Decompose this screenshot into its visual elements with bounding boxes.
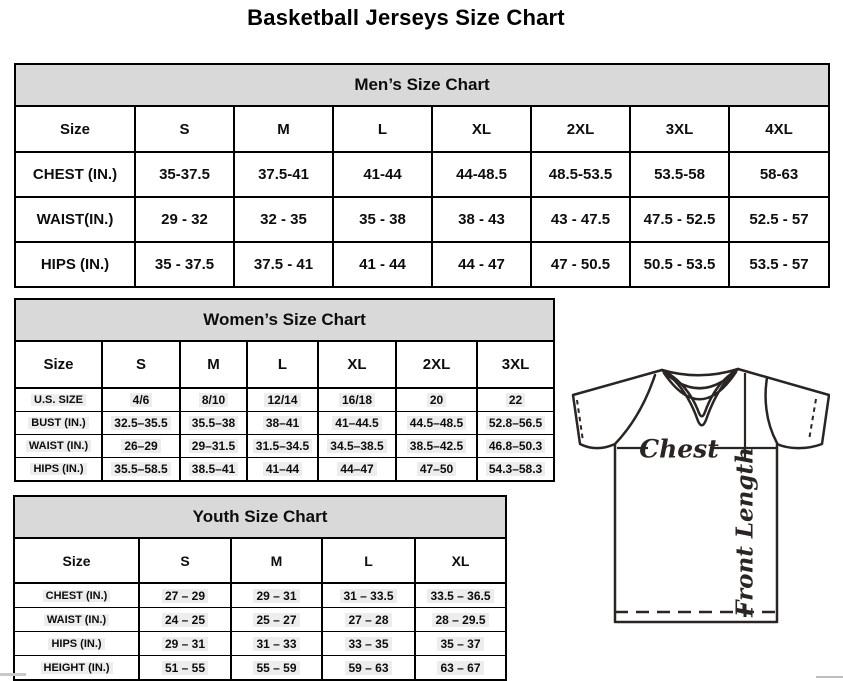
mens-column-header: 3XL: [630, 106, 729, 152]
youth-row-label: [14, 608, 139, 632]
youth-value-text: 33.5 – 36.5: [427, 589, 493, 603]
mens-column-header: 4XL: [729, 106, 829, 152]
mens-column-header: 2XL: [531, 106, 630, 152]
womens-column-header: 3XL: [477, 341, 554, 388]
mens-value-cell: [234, 197, 333, 242]
mens-value-cell: [135, 197, 234, 242]
mens-row-label-text: HIPS (IN.): [40, 256, 110, 273]
mens-value-cell: [234, 242, 333, 287]
youth-chart-title: Youth Size Chart: [14, 496, 506, 538]
youth-value-text: 63 – 67: [437, 661, 483, 675]
youth-value-cell: [415, 583, 506, 608]
womens-value-cell: [396, 388, 477, 412]
youth-value-text: 55 – 59: [253, 661, 299, 675]
youth-row-label: [14, 583, 139, 608]
youth-value-cell: [231, 583, 322, 608]
youth-column-header: XL: [415, 538, 506, 583]
mens-data-row: [15, 152, 829, 197]
mens-value-text: 44 - 47: [458, 256, 505, 273]
womens-value-cell: [477, 435, 554, 458]
womens-value-cell: [180, 412, 247, 435]
youth-row-label-text: HIPS (IN.): [48, 638, 104, 650]
mens-row-label-text: CHEST (IN.): [32, 166, 118, 183]
mens-value-text: 41-44: [363, 166, 402, 183]
mens-value-cell: [135, 242, 234, 287]
youth-size-chart-section: [13, 495, 505, 681]
youth-column-header: M: [231, 538, 322, 583]
mens-column-header: Size: [15, 106, 135, 152]
mens-value-cell: [630, 197, 729, 242]
womens-row-label: [15, 412, 102, 435]
womens-data-row: [15, 388, 554, 412]
womens-value-text: 4/6: [130, 393, 153, 407]
youth-value-text: 35 – 37: [437, 637, 483, 651]
mens-value-text: 44-48.5: [456, 166, 507, 183]
mens-value-text: 47 - 50.5: [550, 256, 611, 273]
youth-value-cell: [139, 583, 231, 608]
jersey-measurement-diagram: [558, 364, 830, 630]
womens-value-cell: [396, 435, 477, 458]
youth-data-row: [14, 583, 506, 608]
womens-value-text: 44.5–48.5: [407, 416, 466, 430]
mens-value-text: 48.5-53.5: [548, 166, 613, 183]
mens-column-header: M: [234, 106, 333, 152]
youth-value-text: 24 – 25: [162, 613, 208, 627]
mens-value-text: 35-37.5: [159, 166, 210, 183]
mens-value-cell: [432, 152, 531, 197]
youth-value-cell: [322, 608, 415, 632]
mens-column-header: S: [135, 106, 234, 152]
womens-value-cell: [247, 388, 318, 412]
womens-value-cell: [247, 412, 318, 435]
womens-value-cell: [318, 435, 396, 458]
womens-row-label: [15, 435, 102, 458]
womens-value-text: 22: [506, 393, 525, 407]
mens-value-text: 47.5 - 52.5: [643, 211, 716, 228]
youth-value-text: 29 – 31: [162, 637, 208, 651]
front-length-label: Front Length: [731, 447, 759, 617]
womens-value-cell: [102, 435, 180, 458]
womens-value-cell: [318, 412, 396, 435]
youth-value-cell: [231, 608, 322, 632]
youth-value-text: 31 – 33.5: [340, 589, 396, 603]
youth-value-text: 27 – 28: [345, 613, 391, 627]
womens-value-text: 41–44.5: [332, 416, 381, 430]
youth-value-cell: [415, 656, 506, 681]
womens-row-label: [15, 388, 102, 412]
womens-value-text: 52.8–56.5: [486, 416, 545, 430]
womens-value-cell: [477, 458, 554, 482]
mens-size-chart-section: [14, 63, 828, 288]
mens-value-cell: [531, 242, 630, 287]
womens-row-label-text: BUST (IN.): [28, 417, 88, 429]
mens-value-cell: [729, 197, 829, 242]
youth-value-text: 28 – 29.5: [432, 613, 488, 627]
womens-column-header: S: [102, 341, 180, 388]
womens-value-text: 38.5–41: [189, 462, 238, 476]
mens-value-cell: [432, 197, 531, 242]
youth-value-text: 51 – 55: [162, 661, 208, 675]
mens-value-cell: [333, 242, 432, 287]
mens-value-text: 35 - 38: [359, 211, 406, 228]
womens-row-label: [15, 458, 102, 482]
mens-data-row: [15, 242, 829, 287]
youth-row-label: [14, 632, 139, 656]
womens-column-header: XL: [318, 341, 396, 388]
womens-value-cell: [247, 458, 318, 482]
womens-row-label-text: U.S. SIZE: [31, 394, 86, 406]
mens-value-cell: [630, 152, 729, 197]
youth-value-cell: [139, 608, 231, 632]
womens-column-header: M: [180, 341, 247, 388]
youth-value-text: 25 – 27: [253, 613, 299, 627]
womens-data-row: [15, 412, 554, 435]
mens-chart-title: Men’s Size Chart: [15, 64, 829, 106]
youth-value-text: 33 – 35: [345, 637, 391, 651]
youth-row-label-text: WAIST (IN.): [44, 614, 109, 626]
mens-row-label: [15, 152, 135, 197]
womens-value-text: 31.5–34.5: [253, 439, 312, 453]
womens-row-label-text: WAIST (IN.): [26, 440, 91, 452]
womens-value-text: 46.8–50.3: [486, 439, 545, 453]
mens-table: [14, 63, 830, 288]
womens-value-text: 38.5–42.5: [407, 439, 466, 453]
youth-column-header: L: [322, 538, 415, 583]
womens-value-cell: [102, 412, 180, 435]
youth-value-text: 59 – 63: [345, 661, 391, 675]
youth-data-row: [14, 632, 506, 656]
youth-value-cell: [231, 656, 322, 681]
womens-row-label-text: HIPS (IN.): [30, 463, 86, 475]
womens-chart-title: Women’s Size Chart: [15, 299, 554, 341]
womens-data-row: [15, 435, 554, 458]
youth-data-row: [14, 608, 506, 632]
youth-value-cell: [322, 632, 415, 656]
womens-value-cell: [102, 388, 180, 412]
youth-value-cell: [139, 656, 231, 681]
mens-value-cell: [531, 152, 630, 197]
mens-value-cell: [531, 197, 630, 242]
womens-value-text: 12/14: [264, 393, 300, 407]
mens-value-text: 37.5 - 41: [253, 256, 314, 273]
mens-value-text: 43 - 47.5: [550, 211, 611, 228]
womens-value-text: 29–31.5: [189, 439, 238, 453]
jersey-seam-right: [766, 378, 777, 443]
mens-value-cell: [630, 242, 729, 287]
youth-column-header: S: [139, 538, 231, 583]
youth-value-text: 31 – 33: [253, 637, 299, 651]
youth-row-label-text: HEIGHT (IN.): [41, 662, 113, 674]
womens-column-header: L: [247, 341, 318, 388]
youth-row-label-text: CHEST (IN.): [43, 590, 111, 602]
mens-value-cell: [432, 242, 531, 287]
womens-value-cell: [102, 458, 180, 482]
womens-value-text: 32.5–35.5: [111, 416, 170, 430]
mens-value-cell: [729, 242, 829, 287]
womens-value-text: 8/10: [199, 393, 228, 407]
womens-column-header: Size: [15, 341, 102, 388]
womens-data-row: [15, 458, 554, 482]
womens-column-header: 2XL: [396, 341, 477, 388]
jersey-collar: [662, 369, 738, 425]
womens-table: [14, 298, 555, 482]
mens-data-row: [15, 197, 829, 242]
mens-value-cell: [333, 197, 432, 242]
womens-value-text: 20: [427, 393, 446, 407]
womens-value-cell: [318, 458, 396, 482]
mens-value-text: 50.5 - 53.5: [643, 256, 716, 273]
womens-value-cell: [180, 435, 247, 458]
womens-value-text: 35.5–38: [189, 416, 238, 430]
mens-value-cell: [234, 152, 333, 197]
womens-value-cell: [180, 388, 247, 412]
page-title: Basketball Jerseys Size Chart: [247, 5, 565, 30]
womens-value-cell: [396, 458, 477, 482]
womens-value-cell: [180, 458, 247, 482]
mens-value-cell: [135, 152, 234, 197]
jersey-outline: [573, 369, 829, 622]
scrollbar-fragment-left: [0, 673, 26, 676]
scrollbar-fragment-right: [816, 676, 843, 678]
womens-value-cell: [477, 412, 554, 435]
womens-value-text: 47–50: [417, 462, 456, 476]
mens-row-label: [15, 242, 135, 287]
youth-row-label: [14, 656, 139, 681]
youth-value-cell: [231, 632, 322, 656]
womens-value-text: 35.5–58.5: [111, 462, 170, 476]
youth-value-cell: [415, 608, 506, 632]
womens-value-text: 41–44: [263, 462, 302, 476]
mens-value-text: 53.5-58: [654, 166, 705, 183]
mens-value-cell: [729, 152, 829, 197]
womens-value-cell: [477, 388, 554, 412]
youth-value-text: 29 – 31: [253, 589, 299, 603]
mens-value-text: 35 - 37.5: [154, 256, 215, 273]
mens-row-label: [15, 197, 135, 242]
womens-size-chart-section: [14, 298, 553, 482]
youth-value-text: 27 – 29: [162, 589, 208, 603]
womens-value-text: 54.3–58.3: [486, 462, 545, 476]
womens-value-text: 16/18: [339, 393, 375, 407]
womens-value-text: 26–29: [121, 439, 160, 453]
mens-value-text: 37.5-41: [258, 166, 309, 183]
mens-row-label-text: WAIST(IN.): [36, 211, 114, 228]
youth-column-header: Size: [14, 538, 139, 583]
mens-value-text: 53.5 - 57: [749, 256, 809, 273]
womens-value-cell: [396, 412, 477, 435]
chest-label: Chest: [639, 434, 719, 464]
youth-table: [13, 495, 507, 681]
mens-value-text: 58-63: [759, 166, 799, 183]
mens-value-text: 41 - 44: [359, 256, 406, 273]
youth-data-row: [14, 656, 506, 681]
youth-value-cell: [322, 583, 415, 608]
womens-value-text: 38–41: [263, 416, 302, 430]
mens-value-text: 32 - 35: [260, 211, 307, 228]
sleeve-stitch-right: [809, 399, 816, 440]
mens-value-text: 52.5 - 57: [749, 211, 809, 228]
mens-value-text: 38 - 43: [458, 211, 505, 228]
mens-column-header: L: [333, 106, 432, 152]
womens-value-text: 44–47: [337, 462, 376, 476]
youth-value-cell: [415, 632, 506, 656]
womens-value-cell: [247, 435, 318, 458]
youth-value-cell: [322, 656, 415, 681]
mens-column-header: XL: [432, 106, 531, 152]
mens-value-cell: [333, 152, 432, 197]
womens-value-cell: [318, 388, 396, 412]
youth-value-cell: [139, 632, 231, 656]
mens-value-text: 29 - 32: [161, 211, 208, 228]
womens-value-text: 34.5–38.5: [327, 439, 386, 453]
